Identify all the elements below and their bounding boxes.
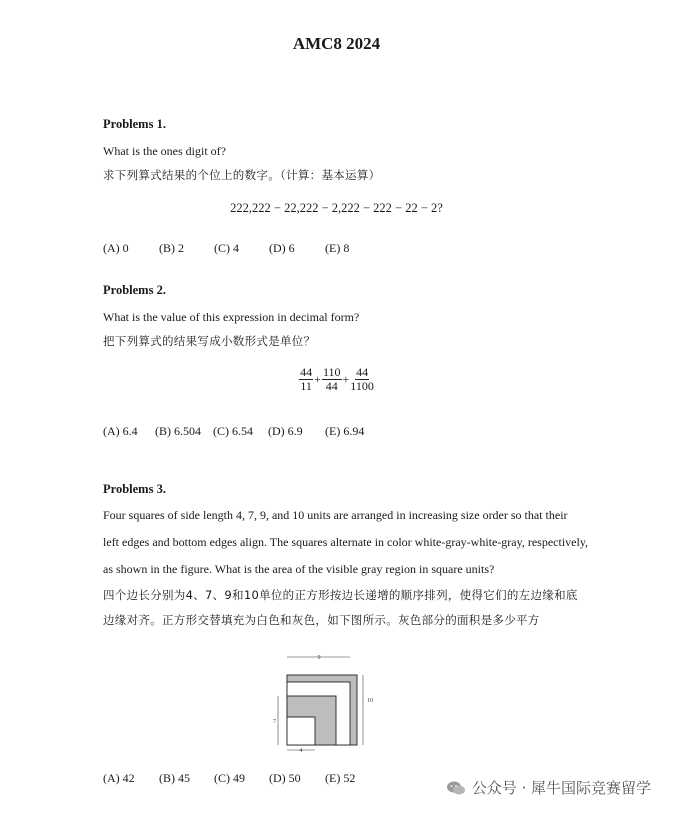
wechat-icon [446,780,466,796]
choice-b: (B) 2 [159,241,184,255]
watermark-text: 公众号 · 犀牛国际竞赛留学 [471,779,651,797]
problem-3-choices [103,771,355,786]
choice-a: (A) 42 [103,771,135,785]
choice-c: (C) 4 [214,241,239,255]
choice-e: (E) 8 [325,241,350,255]
right-dimension-label: 10 [367,698,373,704]
choice-e: (E) 52 [325,771,356,785]
problem-3-question-en-line-3: as shown in the figure. What is the area of the visible gray region in square units? [103,562,495,576]
choice-d: (D) 6.9 [268,424,303,438]
choice-e: (E) 6.94 [325,424,365,438]
left-dimension-label: 7 [273,719,276,725]
fraction-1-numerator: 44 [300,365,313,379]
problem-2-choices [103,424,364,439]
fraction-2 [322,366,342,393]
fraction-1-denominator: 11 [300,379,312,393]
nested-squares [287,675,357,745]
fraction-3-denominator: 1100 [350,379,374,393]
problem-1-header: Problems 1. [103,117,166,131]
problem-1-choices [103,241,349,256]
fraction-2-denominator: 44 [325,379,338,393]
problem-3-question-zh-line-1: 四个边长分别为4、7、9和10单位的正方形按边长递增的顺序排列，使得它们的左边缘和底 [103,588,578,602]
plus-sign: + [314,372,321,386]
bottom-dimension-label: 4 [299,748,303,754]
problem-2-expression [0,366,673,393]
fraction-3-numerator: 44 [356,365,369,379]
choice-d: (D) 6 [269,241,295,255]
choice-d: (D) 50 [269,771,301,785]
watermark [446,777,651,798]
problem-3-question-en-line-2: left edges and bottom edges align. The squares alternate in color white-gray-white-gray, respectively, [103,535,589,549]
choice-b: (B) 6.504 [155,424,201,438]
fraction-2-numerator: 110 [322,365,341,379]
problem-3-header: Problems 3. [103,482,166,496]
problem-3-question-en-line-1: Four squares of side length 4, 7, 9, and 10 units are arranged in increasing size order so that their [103,508,568,522]
problem-1-question-en: What is the ones digit of? [103,144,226,158]
problem-2-question-en: What is the value of this expression in decimal form? [103,310,360,324]
problem-1-expression: 222,222 − 22,222 − 2,222 − 222 − 22 − 2? [230,201,443,215]
page-title: AMC8 2024 [292,34,381,53]
squares-figure [270,650,380,754]
plus-sign: + [342,372,350,386]
choice-c: (C) 6.54 [213,424,253,438]
problem-2-question-zh: 把下列算式的结果写成小数形式是单位？ [103,334,316,348]
fraction-1 [299,366,313,393]
top-dimension-label: 9 [317,655,321,661]
choice-a: (A) 6.4 [103,424,138,438]
problem-1-question-zh: 求下列算式结果的个位上的数字。（计算：基本运算） [103,168,381,182]
choice-b: (B) 45 [159,771,190,785]
problem-2-header: Problems 2. [103,283,166,297]
square-side-4 [287,717,315,745]
choice-c: (C) 49 [214,771,245,785]
choice-a: (A) 0 [103,241,129,255]
fraction-3 [350,366,374,393]
problem-3-question-zh-line-2: 边缘对齐。正方形交替填充为白色和灰色，如下图所示。灰色部分的面积是多少平方 [103,613,540,627]
